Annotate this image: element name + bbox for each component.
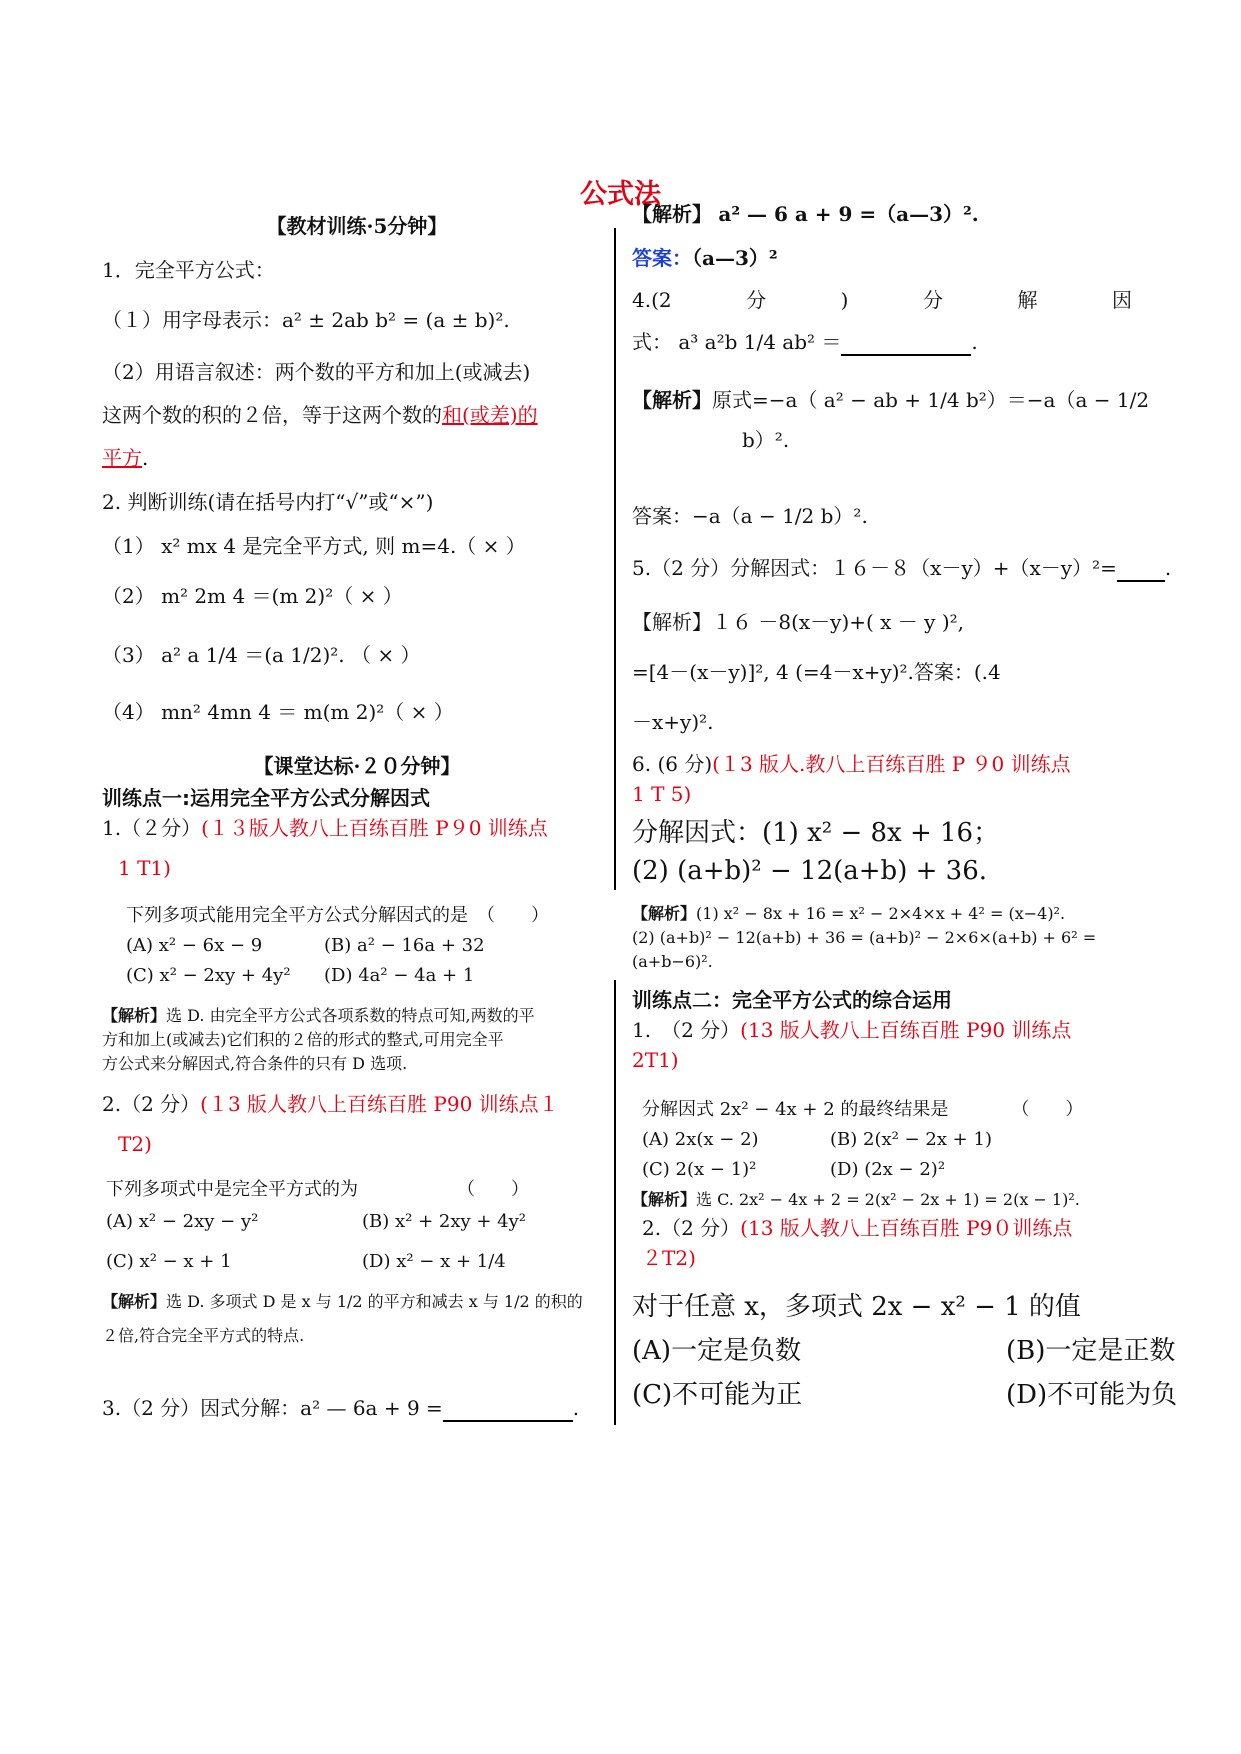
p2q1-option-b: (B) 2(x² − 2x + 1): [830, 1129, 992, 1150]
p2q2-option-a: (A)一定是负数: [632, 1336, 802, 1366]
q4-word: 分: [746, 288, 767, 312]
q4-line1: [632, 286, 1132, 314]
q1-period: .: [142, 446, 149, 470]
q4-solution-text: 原式=−a（ a² − ab + 1/4 b²）＝−a（a − 1/2: [712, 388, 1150, 412]
solution-tag: 【解析】: [632, 1190, 697, 1209]
q1-answer-highlight-end: 平方: [102, 446, 142, 470]
q4-expression: 式： a³ a²b 1/4 ab² ＝: [632, 330, 842, 354]
q1-part2-line3: [102, 444, 148, 472]
p1q2-header: [102, 1090, 559, 1118]
q6-stem-line2: (2) (a+b)² − 12(a+b) + 36.: [632, 856, 988, 886]
p2q1-source-end: 2T1): [632, 1048, 679, 1072]
p1q1-solution-line3: 方公式来分解因式,符合条件的只有 D 选项.: [102, 1054, 408, 1073]
p2q1-source: (13 版人教八上百练百胜 P90 训练点: [740, 1018, 1072, 1042]
p2q1-option-c: (C) 2(x − 1)²: [642, 1159, 757, 1180]
solution-tag: 【解析】: [632, 202, 712, 226]
q5-period: .: [1164, 556, 1172, 580]
p2q1-header: [632, 1016, 1071, 1044]
q6-score: 6. (6 分): [632, 752, 713, 776]
q3-solution: [632, 200, 979, 228]
q6-stem-line1: 分解因式：(1) x² − 8x + 16；: [632, 818, 1000, 848]
training-point1-heading: 训练点一:运用完全平方公式分解因式: [102, 786, 430, 810]
section-heading-textbook: 【教材训练·5分钟】: [266, 214, 448, 238]
p2q2-source-end: ２T2): [642, 1246, 696, 1270]
q4-solution-line2: b）².: [742, 428, 790, 452]
q1-part2-line1: （2）用语言叙述：两个数的平方和加上(或减去): [102, 360, 531, 384]
q5-solution-line2: =[4－(x－y)]², 4 (=4－x+y)².答案：(.4: [632, 660, 1001, 684]
p2q1-solution: [632, 1188, 1080, 1212]
p1q1-source-end: 1 T1): [118, 856, 171, 880]
q5-solution-line3: －x+y)².: [632, 710, 714, 734]
q4-answer-blank: [841, 334, 971, 356]
p1q2-option-a: (A) x² − 2xy − y²: [106, 1211, 259, 1232]
q4-word: 分: [922, 288, 943, 312]
q6-source: (１3 版人.教八上百练百胜 P ９0 训练点: [712, 752, 1071, 776]
p2q2-option-d: (D)不可能为负: [1006, 1380, 1178, 1410]
q6-solution-line2: (2) (a+b)² − 12(a+b) + 36 = (a+b)² − 2×6×(a+b) + 6² =: [632, 928, 1097, 947]
q6-solution-line3: (a+b−6)².: [632, 952, 713, 971]
q6-source-end: 1 T 5): [632, 782, 692, 806]
p2q1-option-d: (D) (2x − 2)²: [830, 1159, 946, 1180]
p2q1-option-a: (A) 2x(x − 2): [642, 1129, 759, 1150]
p1q1-stem: 下列多项式能用完全平方公式分解因式的是 （ ）: [126, 905, 549, 926]
p2q2-header: [642, 1214, 1072, 1242]
p1q3-text: 3.（2 分）因式分解：a² — 6a + 9 =: [102, 1396, 443, 1420]
p1q2-source-end: T2): [118, 1132, 152, 1156]
p1q2-stem: 下列多项式中是完全平方式的为 （ ）: [106, 1179, 529, 1200]
q4-word: 解: [1017, 288, 1038, 312]
p1q1-source: (１３版人教八上百练百胜 P９0 训练点: [201, 816, 548, 840]
p1q1-option-c: (C) x² − 2xy + 4y²: [126, 965, 291, 986]
q4-solution-line1: [632, 386, 1149, 414]
p1q2-option-d: (D) x² − x + 1/4: [362, 1251, 506, 1272]
q5-solution-line1: 【解析】１６ －8(x－y)+( x － y )²,: [632, 610, 965, 634]
q5: [632, 554, 1171, 582]
q1-answer-highlight: 和(或差)的: [442, 403, 538, 427]
q4-period: .: [971, 330, 978, 354]
q1-part2-line2: [102, 401, 538, 429]
p2q2-score: 2.（2 分）: [642, 1216, 741, 1240]
p1q1-solution-text: 选 D. 由完全平方公式各项系数的特点可知,两数的平: [166, 1006, 535, 1025]
q5-text: 5.（2 分）分解因式：１６－８（x－y）+（x－y）²=: [632, 556, 1117, 580]
p1q1-option-b: (B) a² − 16a + 32: [324, 935, 485, 956]
p1q1-solution-line2: 方和加上(或减去)它们积的２倍的形式的整式,可用完全平: [102, 1030, 504, 1049]
q4-word: 4.(2: [632, 288, 672, 312]
section-heading-classroom: 【课堂达标·２０分钟】: [253, 754, 461, 778]
p2q1-stem: 分解因式 2x² − 4x + 2 的最终结果是 （ ）: [642, 1099, 1084, 1120]
p1q1-option-a: (A) x² − 6x − 9: [126, 935, 263, 956]
column-divider-top: [614, 228, 616, 890]
p2q2-source: (13 版人教八上百练百胜 P9０训练点: [740, 1216, 1073, 1240]
p1q3: [102, 1394, 579, 1422]
training-point2-heading: 训练点二：完全平方公式的综合运用: [632, 988, 952, 1012]
q3-solution-text: a² — 6 a + 9 =（a—3）².: [718, 202, 979, 226]
p2q2-stem: 对于任意 x，多项式 2x − x² − 1 的值: [632, 1292, 1081, 1322]
solution-tag: 【解析】: [632, 388, 712, 412]
answer-tag: 答案：: [632, 246, 692, 270]
p1q3-answer-blank: [443, 1400, 573, 1422]
column-divider-bottom: [614, 980, 616, 1425]
p2q1-solution-text: 选 C. 2x² − 4x + 2 = 2(x² − 2x + 1) = 2(x − 1)².: [696, 1190, 1080, 1209]
p1q1-solution-line1: [102, 1004, 535, 1028]
q4-word: 因: [1112, 288, 1132, 312]
q6-header: [632, 750, 1071, 778]
p1q2-option-b: (B) x² + 2xy + 4y²: [362, 1211, 527, 1232]
p1q3-period: .: [572, 1396, 580, 1420]
q6-solution-text: (1) x² − 8x + 16 = x² − 2×4×x + 4² = (x−4)².: [696, 904, 1066, 923]
page-title: 公式法: [580, 179, 661, 210]
p1q2-score: 2.（2 分）: [102, 1092, 201, 1116]
q5-answer-blank: [1117, 560, 1165, 582]
q2-item2: （2） m² 2m 4 ＝(m 2)²（ × ）: [102, 584, 403, 608]
q2-item4: （4） mn² 4mn 4 ＝ m(m 2)²（ × ）: [102, 700, 454, 724]
p1q2-solution-text: 选 D. 多项式 D 是 x 与 1/2 的平方和减去 x 与 1/2 的积的: [166, 1292, 583, 1311]
q6-solution-line1: [632, 902, 1065, 926]
solution-tag: 【解析】: [102, 1006, 167, 1025]
q2-item3: （3） a² a 1/4 ＝(a 1/2)². （ × ）: [102, 643, 421, 667]
p1q2-source: (１3 版人教八上百练百胜 P90 训练点１: [200, 1092, 559, 1116]
q4-word: ): [840, 288, 849, 312]
q2-item1: （1） x² mx 4 是完全平方式, 则 m=4.（ × ）: [102, 534, 526, 558]
p1q1-option-d: (D) 4a² − 4a + 1: [324, 965, 475, 986]
q3-answer-text: （a—3）²: [692, 246, 778, 270]
p1q2-solution-line1: [102, 1290, 583, 1314]
q2-title: 2. 判断训练(请在括号内打“√”或“×”): [102, 490, 434, 514]
p1q2-solution-line2: ２倍,符合完全平方式的特点.: [102, 1326, 305, 1345]
p2q1-score: 1. （2 分）: [632, 1018, 741, 1042]
q1-part2-text: 这两个数的积的２倍，等于这两个数的: [102, 403, 442, 427]
p2q2-option-b: (B)一定是正数: [1006, 1336, 1176, 1366]
q4-answer: 答案：−a（a − 1/2 b）².: [632, 504, 868, 528]
p2q2-option-c: (C)不可能为正: [632, 1380, 803, 1410]
q3-answer: [632, 244, 778, 272]
p1q2-option-c: (C) x² − x + 1: [106, 1251, 232, 1272]
solution-tag: 【解析】: [632, 904, 697, 923]
solution-tag: 【解析】: [102, 1292, 167, 1311]
p1q1-score: 1.（２分）: [102, 816, 202, 840]
q1-part1: （１）用字母表示：a² ± 2ab b² = (a ± b)².: [102, 308, 510, 332]
q1-title: 1．完全平方公式：: [102, 258, 275, 282]
p1q1-header: [102, 814, 548, 842]
q4-line2: [632, 328, 978, 356]
